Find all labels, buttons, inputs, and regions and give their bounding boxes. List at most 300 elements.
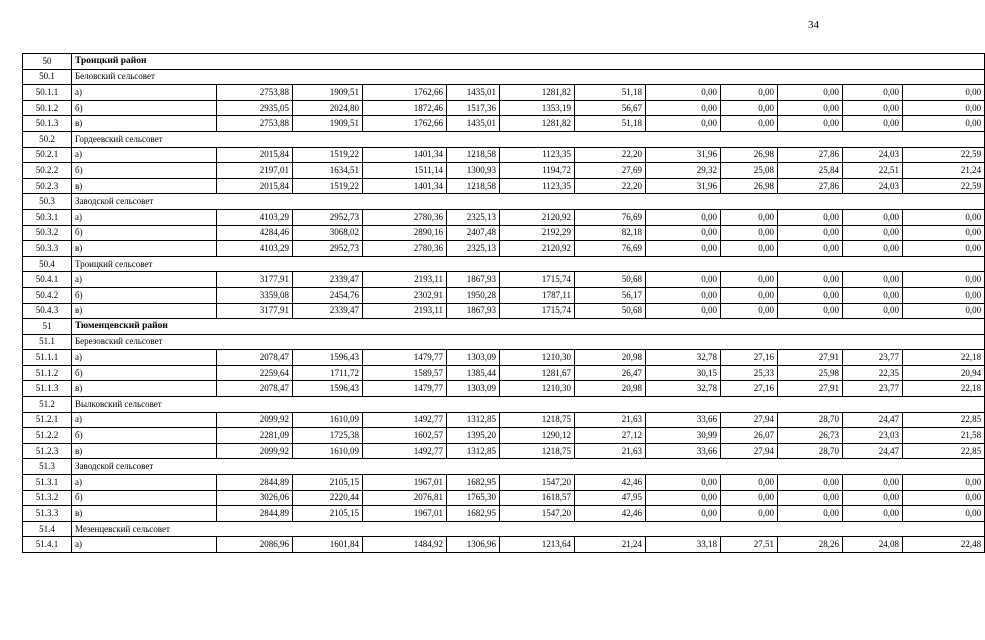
table-row (23, 381, 985, 397)
value-cell: 22,51 (843, 163, 903, 179)
value-cell: 2076,81 (363, 490, 447, 506)
value-cell: 0,00 (778, 272, 843, 288)
value-cell: 27,51 (721, 537, 778, 553)
value-cell: 1281,82 (500, 85, 575, 101)
table-row (23, 412, 985, 428)
value-cell: 0,00 (843, 241, 903, 257)
value-cell: 1290,12 (500, 428, 575, 444)
value-cell: 2078,47 (217, 381, 293, 397)
value-cell: 27,91 (778, 350, 843, 366)
value-cell: 50,68 (575, 272, 646, 288)
row-variant: в) (72, 178, 217, 194)
value-cell: 0,00 (721, 241, 778, 257)
value-cell: 82,18 (575, 225, 646, 241)
value-cell: 1634,51 (293, 163, 363, 179)
value-cell: 1596,43 (293, 350, 363, 366)
value-cell: 1479,77 (363, 381, 447, 397)
value-cell: 0,00 (903, 272, 985, 288)
value-cell: 22,20 (575, 147, 646, 163)
value-cell: 1194,72 (500, 163, 575, 179)
value-cell: 3359,08 (217, 287, 293, 303)
value-cell: 0,00 (778, 85, 843, 101)
row-code: 51.4 (23, 521, 72, 537)
council-name: Беловский сельсовет (72, 69, 985, 85)
value-cell: 1519,22 (293, 147, 363, 163)
value-cell: 0,00 (646, 287, 721, 303)
value-cell: 1435,01 (447, 85, 500, 101)
value-cell: 33,66 (646, 412, 721, 428)
value-cell: 0,00 (646, 209, 721, 225)
value-cell: 0,00 (843, 100, 903, 116)
council-name: Мезенцевский сельсовет (72, 521, 985, 537)
council-name: Заводской сельсовет (72, 459, 985, 475)
row-code: 50.3.2 (23, 225, 72, 241)
value-cell: 1511,14 (363, 163, 447, 179)
value-cell: 22,48 (903, 537, 985, 553)
row-code: 51.3.3 (23, 506, 72, 522)
value-cell: 23,77 (843, 381, 903, 397)
value-cell: 1610,09 (293, 443, 363, 459)
row-code: 50.2.2 (23, 163, 72, 179)
value-cell: 2259,64 (217, 365, 293, 381)
row-variant: б) (72, 100, 217, 116)
row-variant: а) (72, 147, 217, 163)
value-cell: 21,58 (903, 428, 985, 444)
value-cell: 1682,95 (447, 475, 500, 491)
value-cell: 2753,88 (217, 85, 293, 101)
value-cell: 1517,36 (447, 100, 500, 116)
row-variant: б) (72, 163, 217, 179)
value-cell: 22,35 (843, 365, 903, 381)
value-cell: 1312,85 (447, 443, 500, 459)
value-cell: 30,99 (646, 428, 721, 444)
value-cell: 1312,85 (447, 412, 500, 428)
row-code: 51.1.1 (23, 350, 72, 366)
council-row (23, 131, 985, 147)
value-cell: 0,00 (778, 116, 843, 132)
value-cell: 22,59 (903, 147, 985, 163)
row-code: 50 (23, 54, 72, 70)
row-variant: а) (72, 475, 217, 491)
value-cell: 1123,35 (500, 178, 575, 194)
row-code: 50.1.3 (23, 116, 72, 132)
value-cell: 0,00 (843, 490, 903, 506)
row-code: 50.3.1 (23, 209, 72, 225)
value-cell: 32,78 (646, 350, 721, 366)
row-code: 50.1.1 (23, 85, 72, 101)
value-cell: 56,67 (575, 100, 646, 116)
value-cell: 3177,91 (217, 272, 293, 288)
value-cell: 2015,84 (217, 178, 293, 194)
row-code: 51.1.3 (23, 381, 72, 397)
value-cell: 2844,89 (217, 506, 293, 522)
value-cell: 2192,29 (500, 225, 575, 241)
value-cell: 27,16 (721, 381, 778, 397)
value-cell: 1492,77 (363, 412, 447, 428)
value-cell: 0,00 (903, 85, 985, 101)
value-cell: 56,17 (575, 287, 646, 303)
value-cell: 2753,88 (217, 116, 293, 132)
value-cell: 2952,73 (293, 209, 363, 225)
value-cell: 27,12 (575, 428, 646, 444)
value-cell: 0,00 (843, 506, 903, 522)
table-row (23, 365, 985, 381)
row-code: 51.3.2 (23, 490, 72, 506)
value-cell: 0,00 (646, 475, 721, 491)
row-variant: в) (72, 116, 217, 132)
value-cell: 20,94 (903, 365, 985, 381)
table-row (23, 147, 985, 163)
value-cell: 1492,77 (363, 443, 447, 459)
value-cell: 1618,57 (500, 490, 575, 506)
value-cell: 24,47 (843, 443, 903, 459)
value-cell: 50,68 (575, 303, 646, 319)
value-cell: 1210,30 (500, 381, 575, 397)
value-cell: 0,00 (778, 241, 843, 257)
value-cell: 0,00 (903, 100, 985, 116)
value-cell: 20,98 (575, 350, 646, 366)
value-cell: 20,98 (575, 381, 646, 397)
value-cell: 2407,48 (447, 225, 500, 241)
value-cell: 1762,66 (363, 116, 447, 132)
value-cell: 2099,92 (217, 412, 293, 428)
row-code: 50.3 (23, 194, 72, 210)
value-cell: 2099,92 (217, 443, 293, 459)
value-cell: 0,00 (903, 116, 985, 132)
value-cell: 24,47 (843, 412, 903, 428)
value-cell: 1787,11 (500, 287, 575, 303)
table-row (23, 209, 985, 225)
value-cell: 27,94 (721, 412, 778, 428)
value-cell: 1867,93 (447, 303, 500, 319)
value-cell: 27,86 (778, 178, 843, 194)
value-cell: 1602,57 (363, 428, 447, 444)
value-cell: 1715,74 (500, 303, 575, 319)
row-code: 51.2.1 (23, 412, 72, 428)
value-cell: 0,00 (903, 209, 985, 225)
council-name: Гордеевский сельсовет (72, 131, 985, 147)
district-name: Тюменцевский район (72, 319, 985, 335)
value-cell: 1281,82 (500, 116, 575, 132)
value-cell: 25,08 (721, 163, 778, 179)
council-row (23, 194, 985, 210)
value-cell: 0,00 (646, 490, 721, 506)
page-number: 34 (808, 19, 819, 31)
value-cell: 42,46 (575, 506, 646, 522)
value-cell: 1395,20 (447, 428, 500, 444)
table-row (23, 537, 985, 553)
value-cell: 28,70 (778, 412, 843, 428)
council-name: Вылковский сельсовет (72, 397, 985, 413)
row-variant: б) (72, 428, 217, 444)
value-cell: 47,95 (575, 490, 646, 506)
value-cell: 4103,29 (217, 241, 293, 257)
value-cell: 0,00 (721, 100, 778, 116)
value-cell: 1213,64 (500, 537, 575, 553)
value-cell: 0,00 (646, 225, 721, 241)
value-cell: 1711,72 (293, 365, 363, 381)
value-cell: 3068,02 (293, 225, 363, 241)
value-cell: 21,24 (903, 163, 985, 179)
value-cell: 0,00 (721, 209, 778, 225)
row-code: 50.2 (23, 131, 72, 147)
table-row (23, 287, 985, 303)
value-cell: 4284,46 (217, 225, 293, 241)
row-variant: а) (72, 537, 217, 553)
value-cell: 0,00 (843, 209, 903, 225)
value-cell: 0,00 (721, 85, 778, 101)
value-cell: 1601,84 (293, 537, 363, 553)
value-cell: 24,03 (843, 178, 903, 194)
value-cell: 28,26 (778, 537, 843, 553)
value-cell: 1725,38 (293, 428, 363, 444)
value-cell: 1401,34 (363, 147, 447, 163)
value-cell: 42,46 (575, 475, 646, 491)
value-cell: 0,00 (646, 506, 721, 522)
row-variant: а) (72, 85, 217, 101)
value-cell: 27,16 (721, 350, 778, 366)
row-code: 50.4.1 (23, 272, 72, 288)
value-cell: 27,94 (721, 443, 778, 459)
row-code: 50.2.1 (23, 147, 72, 163)
value-cell: 2844,89 (217, 475, 293, 491)
value-cell: 0,00 (721, 475, 778, 491)
value-cell: 2890,16 (363, 225, 447, 241)
value-cell: 1967,01 (363, 506, 447, 522)
value-cell: 26,98 (721, 178, 778, 194)
value-cell: 2024,80 (293, 100, 363, 116)
table-row (23, 85, 985, 101)
value-cell: 0,00 (778, 490, 843, 506)
row-code: 51.3 (23, 459, 72, 475)
value-cell: 2325,13 (447, 209, 500, 225)
value-cell: 0,00 (903, 225, 985, 241)
value-cell: 0,00 (903, 475, 985, 491)
table-row (23, 303, 985, 319)
table-row (23, 100, 985, 116)
value-cell: 2325,13 (447, 241, 500, 257)
table-row (23, 428, 985, 444)
value-cell: 23,03 (843, 428, 903, 444)
value-cell: 2105,15 (293, 475, 363, 491)
row-variant: в) (72, 241, 217, 257)
tariff-table (22, 53, 985, 553)
value-cell: 0,00 (843, 85, 903, 101)
row-variant: б) (72, 365, 217, 381)
value-cell: 2078,47 (217, 350, 293, 366)
value-cell: 2105,15 (293, 506, 363, 522)
value-cell: 2339,47 (293, 272, 363, 288)
value-cell: 1682,95 (447, 506, 500, 522)
value-cell: 1589,57 (363, 365, 447, 381)
value-cell: 1303,09 (447, 381, 500, 397)
row-variant: б) (72, 225, 217, 241)
value-cell: 2935,05 (217, 100, 293, 116)
value-cell: 1519,22 (293, 178, 363, 194)
value-cell: 2220,44 (293, 490, 363, 506)
value-cell: 1210,30 (500, 350, 575, 366)
value-cell: 0,00 (903, 490, 985, 506)
value-cell: 0,00 (646, 241, 721, 257)
value-cell: 0,00 (721, 490, 778, 506)
value-cell: 2193,11 (363, 272, 447, 288)
value-cell: 0,00 (646, 85, 721, 101)
table-body (23, 54, 985, 553)
value-cell: 0,00 (646, 303, 721, 319)
value-cell: 2454,76 (293, 287, 363, 303)
value-cell: 22,20 (575, 178, 646, 194)
row-variant: в) (72, 443, 217, 459)
value-cell: 2281,09 (217, 428, 293, 444)
row-variant: б) (72, 490, 217, 506)
council-row (23, 69, 985, 85)
council-row (23, 334, 985, 350)
row-code: 51.2 (23, 397, 72, 413)
value-cell: 0,00 (778, 209, 843, 225)
value-cell: 0,00 (778, 225, 843, 241)
value-cell: 32,78 (646, 381, 721, 397)
value-cell: 27,91 (778, 381, 843, 397)
value-cell: 33,66 (646, 443, 721, 459)
row-variant: в) (72, 303, 217, 319)
council-row (23, 459, 985, 475)
value-cell: 1123,35 (500, 147, 575, 163)
value-cell: 31,96 (646, 178, 721, 194)
value-cell: 76,69 (575, 241, 646, 257)
value-cell: 1547,20 (500, 506, 575, 522)
value-cell: 27,86 (778, 147, 843, 163)
value-cell: 1872,46 (363, 100, 447, 116)
row-variant: а) (72, 272, 217, 288)
value-cell: 0,00 (843, 287, 903, 303)
row-code: 50.4.3 (23, 303, 72, 319)
value-cell: 2120,92 (500, 241, 575, 257)
row-code: 51.3.1 (23, 475, 72, 491)
value-cell: 22,59 (903, 178, 985, 194)
district-name: Троицкий район (72, 54, 985, 70)
value-cell: 1765,30 (447, 490, 500, 506)
value-cell: 1484,92 (363, 537, 447, 553)
value-cell: 26,73 (778, 428, 843, 444)
value-cell: 22,85 (903, 443, 985, 459)
table-row (23, 116, 985, 132)
row-code: 50.2.3 (23, 178, 72, 194)
value-cell: 4103,29 (217, 209, 293, 225)
value-cell: 0,00 (843, 303, 903, 319)
value-cell: 27,69 (575, 163, 646, 179)
value-cell: 2952,73 (293, 241, 363, 257)
value-cell: 3177,91 (217, 303, 293, 319)
value-cell: 1218,58 (447, 178, 500, 194)
value-cell: 0,00 (843, 475, 903, 491)
row-code: 51.1.2 (23, 365, 72, 381)
value-cell: 0,00 (646, 116, 721, 132)
value-cell: 29,32 (646, 163, 721, 179)
value-cell: 1385,44 (447, 365, 500, 381)
value-cell: 26,07 (721, 428, 778, 444)
value-cell: 0,00 (721, 272, 778, 288)
value-cell: 2302,91 (363, 287, 447, 303)
council-row (23, 256, 985, 272)
value-cell: 2780,36 (363, 241, 447, 257)
table-row (23, 272, 985, 288)
value-cell: 0,00 (778, 303, 843, 319)
district-row (23, 54, 985, 70)
value-cell: 21,63 (575, 412, 646, 428)
value-cell: 1762,66 (363, 85, 447, 101)
value-cell: 0,00 (903, 506, 985, 522)
value-cell: 0,00 (778, 506, 843, 522)
row-code: 50.4 (23, 256, 72, 272)
value-cell: 0,00 (778, 475, 843, 491)
row-code: 50.4.2 (23, 287, 72, 303)
row-variant: а) (72, 412, 217, 428)
value-cell: 0,00 (721, 287, 778, 303)
value-cell: 1281,67 (500, 365, 575, 381)
table-row (23, 475, 985, 491)
value-cell: 0,00 (843, 225, 903, 241)
value-cell: 0,00 (778, 100, 843, 116)
table-row (23, 225, 985, 241)
row-variant: а) (72, 350, 217, 366)
value-cell: 76,69 (575, 209, 646, 225)
row-code: 51.1 (23, 334, 72, 350)
value-cell: 0,00 (721, 506, 778, 522)
value-cell: 24,08 (843, 537, 903, 553)
row-code: 51 (23, 319, 72, 335)
value-cell: 0,00 (646, 272, 721, 288)
value-cell: 1303,09 (447, 350, 500, 366)
row-code: 50.1 (23, 69, 72, 85)
row-code: 50.1.2 (23, 100, 72, 116)
value-cell: 26,47 (575, 365, 646, 381)
row-variant: а) (72, 209, 217, 225)
district-row (23, 319, 985, 335)
value-cell: 1909,51 (293, 85, 363, 101)
value-cell: 1218,58 (447, 147, 500, 163)
row-code: 51.2.2 (23, 428, 72, 444)
value-cell: 1218,75 (500, 443, 575, 459)
council-name: Заводской сельсовет (72, 194, 985, 210)
value-cell: 26,98 (721, 147, 778, 163)
value-cell: 21,63 (575, 443, 646, 459)
value-cell: 25,98 (778, 365, 843, 381)
value-cell: 22,18 (903, 350, 985, 366)
value-cell: 22,18 (903, 381, 985, 397)
table-row (23, 163, 985, 179)
value-cell: 22,85 (903, 412, 985, 428)
value-cell: 1435,01 (447, 116, 500, 132)
row-variant: в) (72, 506, 217, 522)
value-cell: 1479,77 (363, 350, 447, 366)
value-cell: 1401,34 (363, 178, 447, 194)
value-cell: 1218,75 (500, 412, 575, 428)
value-cell: 0,00 (903, 241, 985, 257)
value-cell: 0,00 (721, 303, 778, 319)
value-cell: 1909,51 (293, 116, 363, 132)
value-cell: 0,00 (646, 100, 721, 116)
value-cell: 1967,01 (363, 475, 447, 491)
value-cell: 1715,74 (500, 272, 575, 288)
value-cell: 1547,20 (500, 475, 575, 491)
row-variant: в) (72, 381, 217, 397)
value-cell: 0,00 (721, 225, 778, 241)
value-cell: 1353,19 (500, 100, 575, 116)
value-cell: 0,00 (843, 116, 903, 132)
row-code: 51.2.3 (23, 443, 72, 459)
value-cell: 1306,96 (447, 537, 500, 553)
value-cell: 23,77 (843, 350, 903, 366)
